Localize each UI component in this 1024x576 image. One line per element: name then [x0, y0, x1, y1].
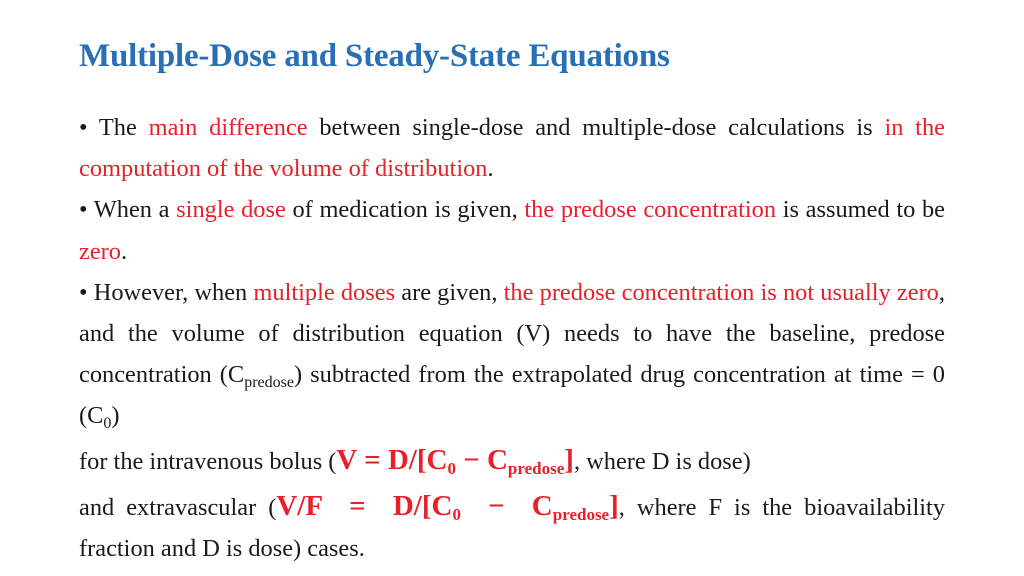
text: When a [93, 196, 170, 224]
subscript: 0 [103, 415, 112, 433]
highlight-text: single dose [176, 196, 286, 224]
subscript: predose [507, 458, 565, 478]
text: between single-dose and multiple-dose calculations is [319, 114, 873, 141]
equation-part: − C [460, 489, 553, 522]
text: are given, [401, 278, 498, 306]
text: and extravascular ( [79, 493, 277, 521]
text: , and the volume of distribution equation (V) needs to have the baseline, predose concentration (C [79, 278, 945, 389]
extravascular-equation [276, 490, 618, 522]
text: However, when [93, 278, 248, 306]
highlight-text: in the computation of the volume of distribution [79, 114, 945, 183]
highlight-text: the predose concentration is not usually zero [503, 278, 939, 306]
bullet-multiple-doses [79, 272, 945, 437]
text: . [120, 237, 128, 265]
text: is assumed to be [782, 196, 945, 224]
text: , where F is the bioavailability fraction and D is dose) cases. [79, 493, 946, 563]
bullet-main-difference [79, 107, 945, 189]
highlight-text: multiple doses [253, 278, 396, 306]
highlight-text: main difference [148, 114, 308, 141]
equation-part: ] [564, 443, 574, 476]
text: of medication is given, [292, 196, 518, 224]
equation-part: V = D/[C [336, 443, 448, 476]
text: , where D is dose) [573, 447, 751, 475]
slide-body [79, 107, 945, 569]
text: ) [111, 402, 120, 430]
iv-bolus-line [79, 440, 945, 482]
equation-part: ] [609, 489, 619, 522]
bullet-point: • [79, 196, 88, 224]
text: . [487, 155, 494, 183]
subscript: 0 [452, 504, 461, 524]
text: for the intravenous bolus ( [79, 447, 337, 475]
subscript: 0 [447, 458, 456, 478]
bullet-single-dose [79, 189, 945, 271]
subscript: predose [552, 504, 610, 524]
subscript: predose [244, 374, 294, 392]
bullet-point: • [79, 278, 88, 306]
iv-bolus-equation [336, 444, 574, 476]
extravascular-line [79, 486, 945, 569]
highlight-text: the predose concentration [524, 196, 777, 224]
text: The [98, 114, 137, 141]
bullet-point: • [79, 114, 88, 141]
text: ) subtracted from the extrapolated drug concentration at time = 0 (C [79, 361, 945, 430]
equation-part: − C [455, 443, 508, 476]
equation-part: V/F = D/[C [276, 489, 453, 522]
highlight-text: zero [79, 237, 121, 265]
slide-title: Multiple-Dose and Steady-State Equations [79, 38, 670, 74]
